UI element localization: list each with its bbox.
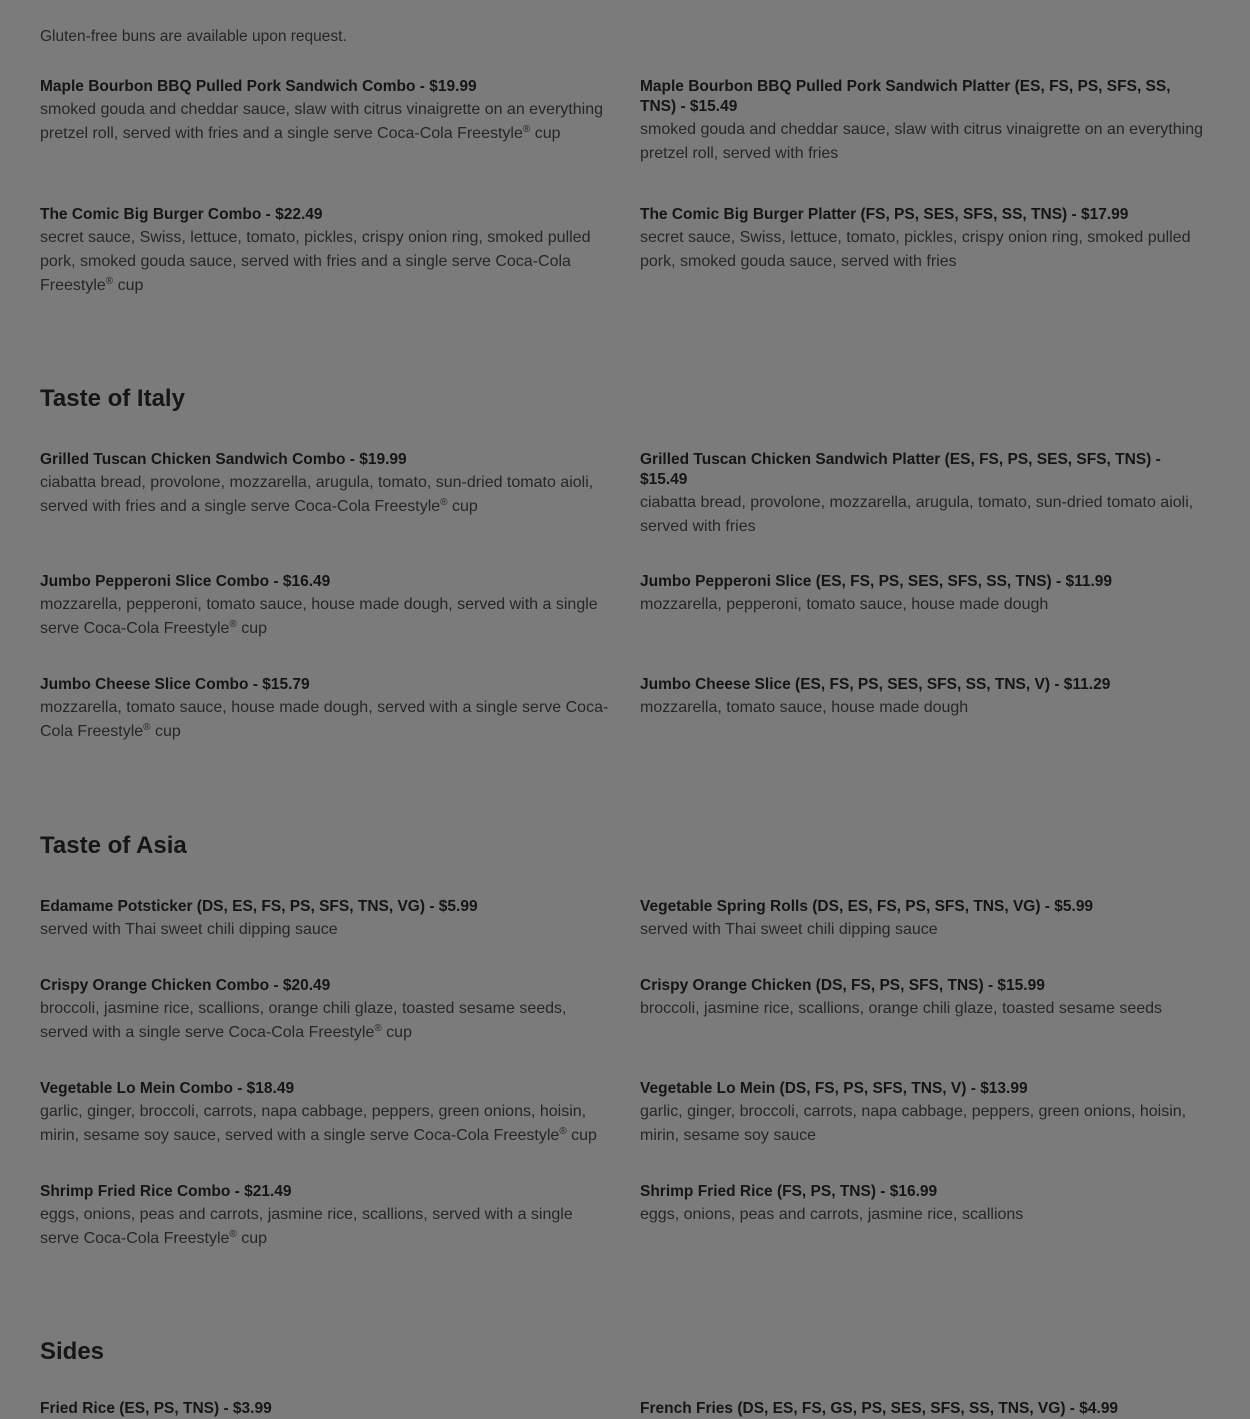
menu-item-pepperoni-combo [40,572,610,641]
menu-item-description: mozzarella, tomato sauce, house made dough [640,699,969,716]
menu-item-lo-mein-combo [40,1079,610,1148]
menu-item-name: Vegetable Lo Mein (DS, FS, PS, SFS, TNS, V) - $13.99 [640,1080,1028,1097]
menu-item-name: Edamame Potsticker (DS, ES, FS, PS, SFS, TNS, VG) - $5.99 [40,898,478,915]
section-title-italy: Taste of Italy [40,385,185,412]
menu-item-description: ciabatta bread, provolone, mozzarella, arugula, tomato, sun-dried tomato aioli, served with fries [640,494,1194,535]
menu-item-name: Maple Bourbon BBQ Pulled Pork Sandwich Combo - $19.99 [40,78,477,95]
menu-item-name: Maple Bourbon BBQ Pulled Pork Sandwich Platter (ES, FS, PS, SFS, SS, TNS) - $15.49 [640,78,1171,115]
registered-mark: ® [105,276,114,287]
menu-item-big-burger-platter [640,205,1210,274]
menu-item-name: Jumbo Pepperoni Slice Combo - $16.49 [40,573,331,590]
menu-item-description: served with Thai sweet chili dipping sauce [640,921,938,938]
menu-item-description: smoked gouda and cheddar sauce, slaw with citrus vinaigrette on an everything pretzel roll, served with fries [640,121,1203,162]
menu-item-spring-rolls [640,897,1210,942]
menu-item-description: eggs, onions, peas and carrots, jasmine rice, scallions [640,1206,1024,1223]
registered-mark: ® [440,497,448,508]
menu-item-description: mozzarella, pepperoni, tomato sauce, house made dough, served with a single serve Coca-Cola Freestyle® cup [40,596,598,637]
menu-item-description: eggs, onions, peas and carrots, jasmine rice, scallions, served with a single serve Coca-Cola Freestyle® cup [40,1206,573,1247]
menu-item-big-burger-combo [40,205,610,298]
menu-item-shrimp-fried-rice [640,1182,1210,1227]
menu-item-description: garlic, ginger, broccoli, carrots, napa cabbage, peppers, green onions, hoisin, mirin, sesame soy sauce, served with a single serve Coca-Cola Freestyle® cup [40,1103,597,1144]
menu-item-description: ciabatta bread, provolone, mozzarella, arugula, tomato, sun-dried tomato aioli, served with fries and a single serve Coca-Cola Freestyle® cup [40,474,594,515]
menu-item-edamame-potsticker [40,897,610,942]
menu-item-name: Vegetable Spring Rolls (DS, ES, FS, PS, SFS, TNS, VG) - $5.99 [640,898,1094,915]
menu-item-description: smoked gouda and cheddar sauce, slaw with citrus vinaigrette on an everything pretzel roll, served with fries and a single serve Coca-Cola Freestyle® cup [40,101,603,142]
menu-item-description: secret sauce, Swiss, lettuce, tomato, pickles, crispy onion ring, smoked pulled pork, smoked gouda sauce, served with fries and a single serve Coca-Cola Freestyle® cup [40,229,591,294]
menu-item-name: Crispy Orange Chicken Combo - $20.49 [40,977,331,994]
menu-item-pulled-pork-platter [640,77,1210,166]
menu-item-shrimp-fried-rice-combo [40,1182,610,1251]
menu-item-cheese-slice [640,675,1210,720]
section-title-asia: Taste of Asia [40,832,187,859]
menu-item-description: secret sauce, Swiss, lettuce, tomato, pickles, crispy onion ring, smoked pulled pork, smoked gouda sauce, served with fries [640,229,1191,270]
menu-item-tuscan-chicken-combo [40,450,610,519]
registered-mark: ® [522,124,531,135]
menu-item-description: served with Thai sweet chili dipping sauce [40,921,338,938]
menu-item-pepperoni-slice [640,572,1210,617]
menu-item-lo-mein [640,1079,1210,1148]
section-title-sides: Sides [40,1338,105,1365]
menu-item-description: mozzarella, pepperoni, tomato sauce, house made dough [640,596,1049,613]
menu-item-name: Crispy Orange Chicken (DS, FS, PS, SFS, TNS) - $15.99 [640,977,1045,994]
menu-item-orange-chicken-combo [40,976,610,1045]
menu-item-fried-rice [40,1399,610,1419]
menu-item-name: Jumbo Pepperoni Slice (ES, FS, PS, SES, SFS, SS, TNS) - $11.99 [640,573,1113,590]
menu-item-description: broccoli, jasmine rice, scallions, orange chili glaze, toasted sesame seeds, served with a single serve Coca-Cola Freestyle® cup [40,1000,567,1041]
gluten-free-note: Gluten-free buns are available upon request. [40,28,347,45]
menu-item-orange-chicken [640,976,1210,1021]
registered-mark: ® [559,1126,567,1137]
registered-mark: ® [229,619,237,630]
menu-item-name: French Fries (DS, ES, FS, GS, PS, SES, SFS, SS, TNS, VG) - $4.99 [640,1400,1119,1417]
menu-item-description: mozzarella, tomato sauce, house made dough, served with a single serve Coca-Cola Freestyle® cup [40,699,609,740]
menu-item-name: Jumbo Cheese Slice Combo - $15.79 [40,676,310,693]
menu-item-cheese-combo [40,675,610,744]
menu-item-name: Vegetable Lo Mein Combo - $18.49 [40,1080,295,1097]
menu-item-french-fries [640,1399,1210,1419]
menu-item-name: Grilled Tuscan Chicken Sandwich Combo - $19.99 [40,451,407,468]
menu-item-name: The Comic Big Burger Platter (FS, PS, SES, SFS, SS, TNS) - $17.99 [640,206,1129,223]
menu-item-name: Grilled Tuscan Chicken Sandwich Platter (ES, FS, PS, SES, SFS, TNS) - $15.49 [640,451,1161,488]
menu-item-name: Shrimp Fried Rice Combo - $21.49 [40,1183,292,1200]
menu-item-description: garlic, ginger, broccoli, carrots, napa cabbage, peppers, green onions, hoisin, mirin, sesame soy sauce [640,1103,1187,1144]
menu-item-name: Jumbo Cheese Slice (ES, FS, PS, SES, SFS, SS, TNS, V) - $11.29 [640,676,1111,693]
registered-mark: ® [229,1229,237,1240]
menu-item-pulled-pork-combo [40,77,610,146]
menu-item-tuscan-chicken-platter [640,450,1210,539]
menu-item-description: broccoli, jasmine rice, scallions, orange chili glaze, toasted sesame seeds [640,1000,1163,1017]
registered-mark: ® [374,1023,382,1034]
menu-item-name: Shrimp Fried Rice (FS, PS, TNS) - $16.99 [640,1183,938,1200]
registered-mark: ® [143,722,151,733]
menu-item-name: The Comic Big Burger Combo - $22.49 [40,206,323,223]
menu-item-name: Fried Rice (ES, PS, TNS) - $3.99 [40,1400,272,1417]
